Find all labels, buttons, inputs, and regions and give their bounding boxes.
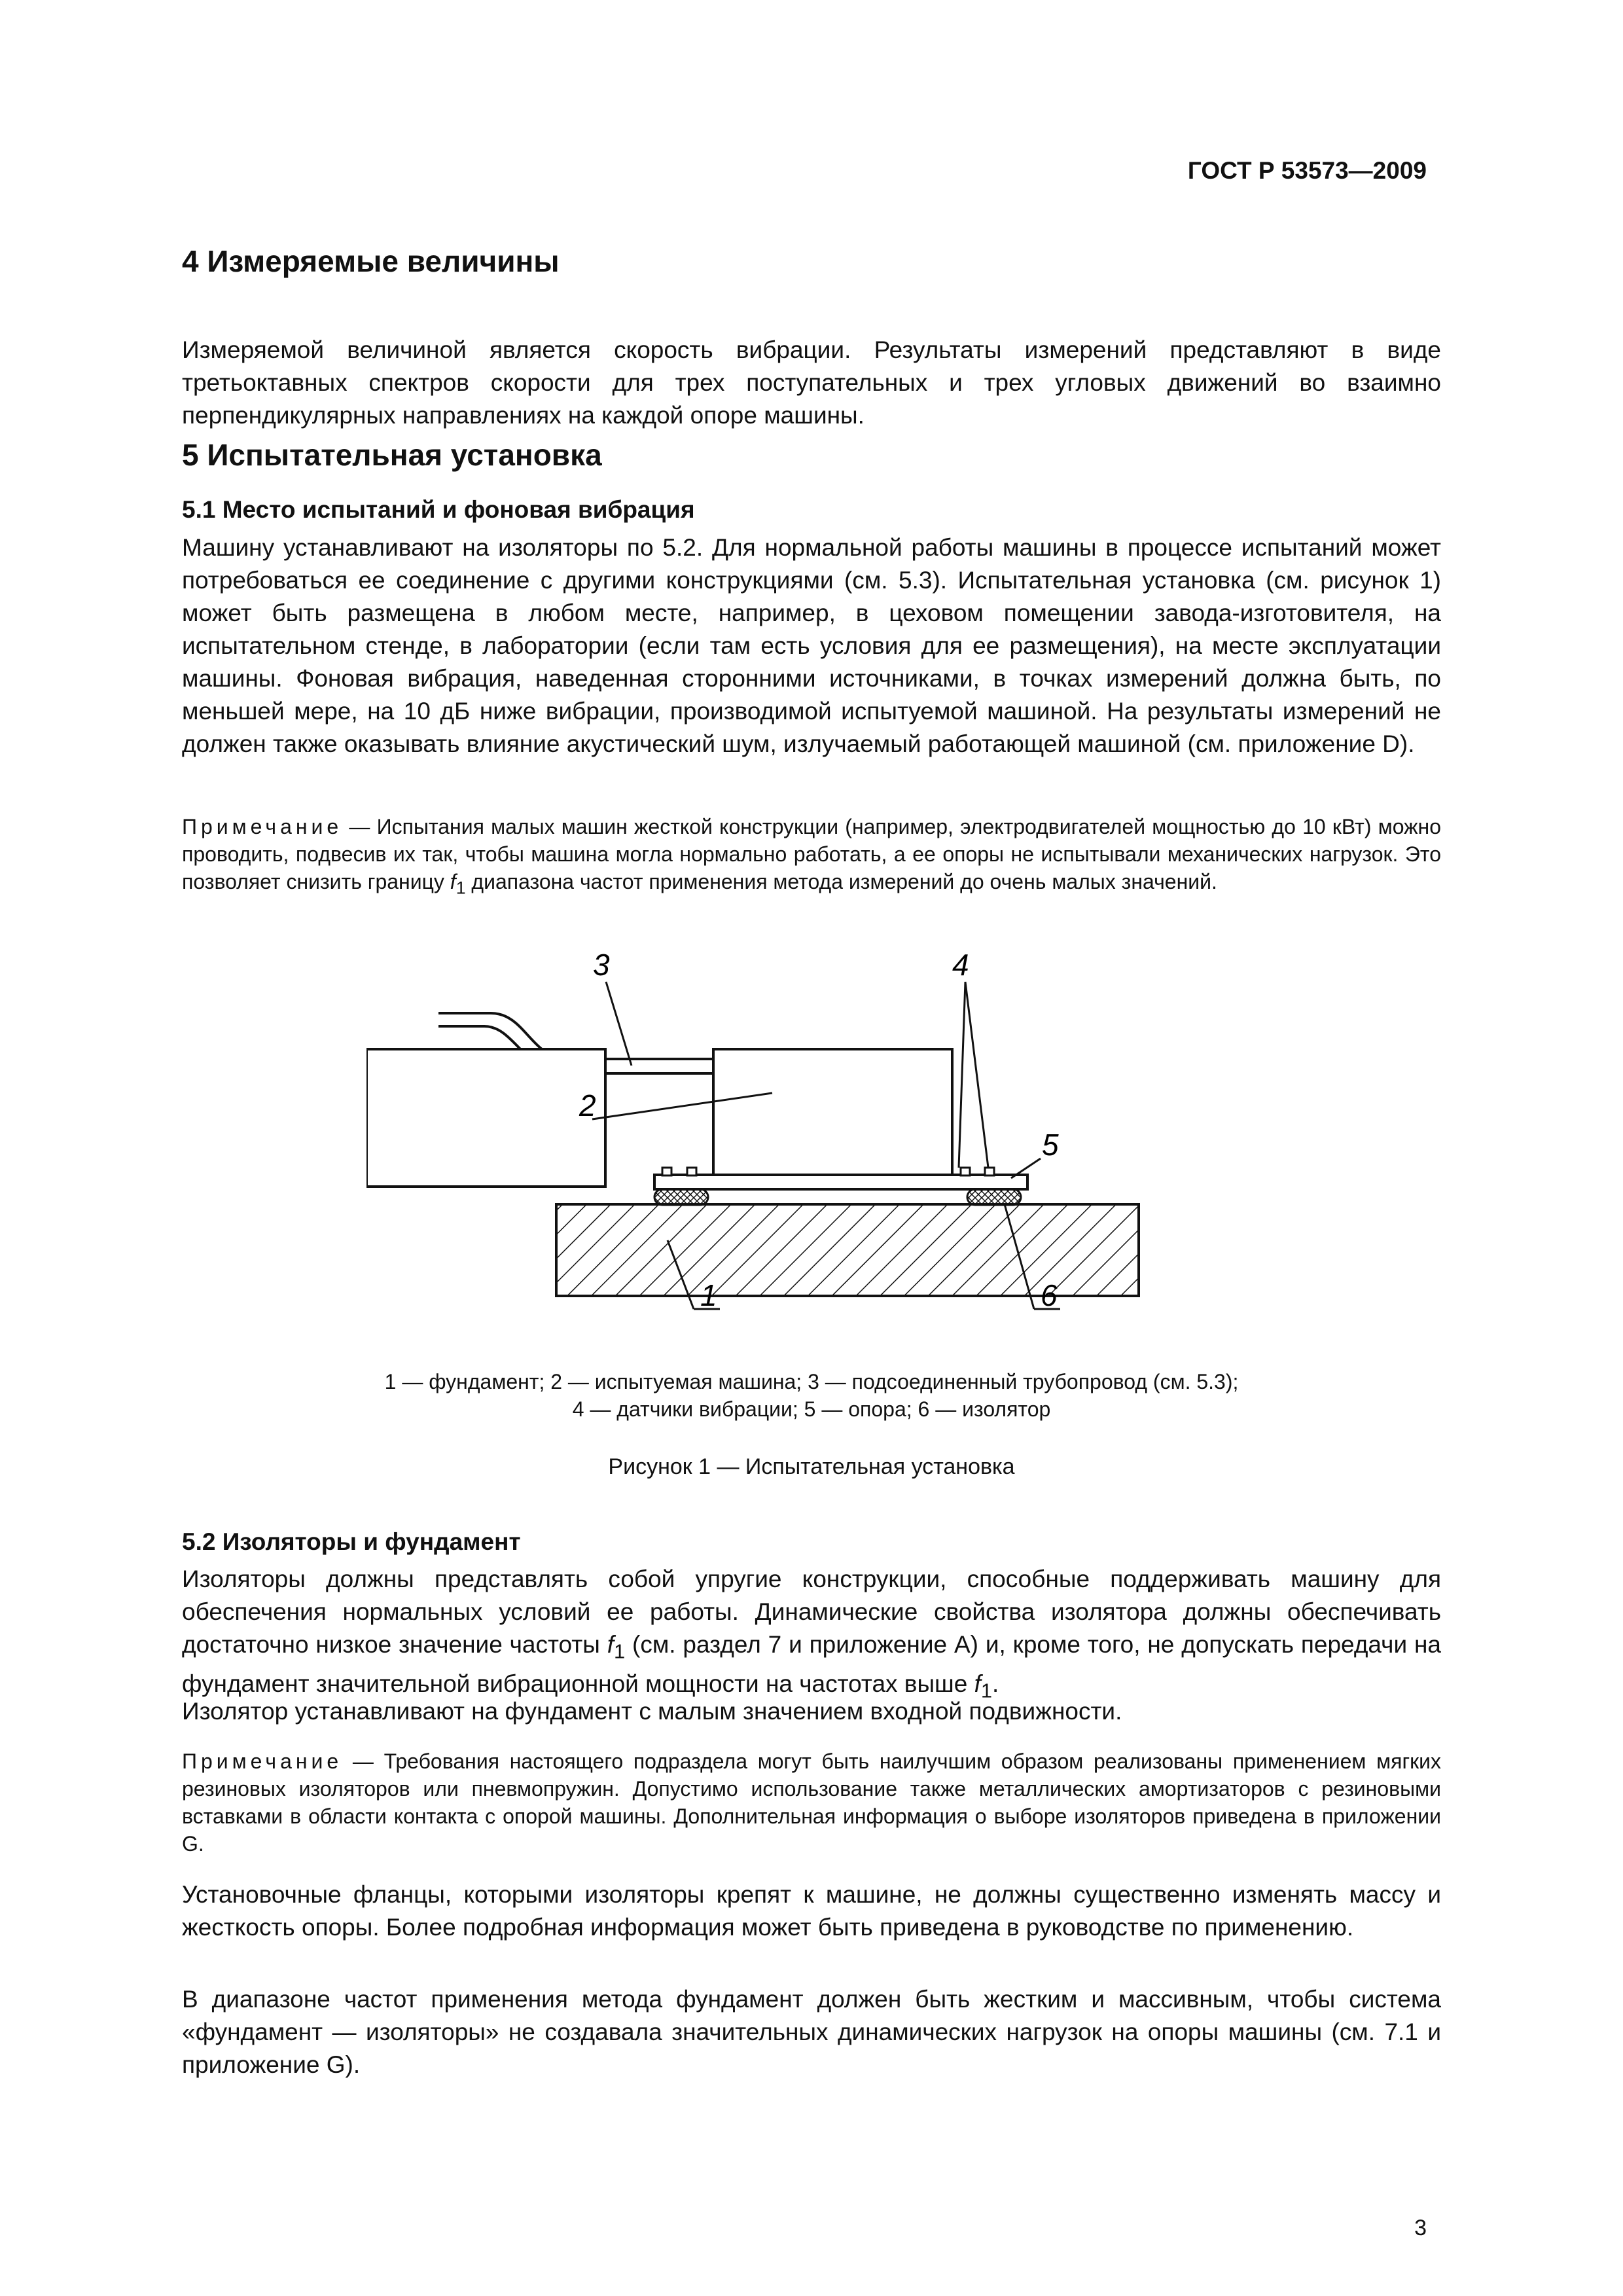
p1-sub-2: 1: [980, 1679, 993, 1702]
p1-part-a: Изоляторы должны представлять собой упругие конструкции, способные поддерживать машину для обеспечения нормальных условий ее работы. Динамические свойства изолятора должны обеспечивать достаточно низкое значение частоты: [182, 1566, 1441, 1658]
page-number: 3: [1414, 2215, 1427, 2240]
isolator-left: [654, 1189, 708, 1205]
note-2-lead: Примечание: [182, 1749, 343, 1773]
subsection-5-2-p1: [182, 1563, 1441, 1708]
figure-caption: Рисунок 1 — Испытательная установка: [608, 1454, 1015, 1479]
note-1-f: f: [450, 870, 456, 893]
note-1-sub: 1: [455, 878, 466, 898]
p1-sub: 1: [613, 1640, 626, 1663]
section-4-title: 4 Измеряемые величины: [182, 244, 560, 278]
p1-part-c: .: [992, 1670, 999, 1698]
section-5-title: 5 Испытательная установка: [182, 438, 602, 472]
label-5: 5: [1042, 1128, 1059, 1162]
label-3: 3: [593, 948, 610, 982]
figure-test-setup: [366, 942, 1171, 1348]
figure-legend-line-2: 4 — датчики вибрации; 5 — опора; 6 — изолятор: [572, 1397, 1051, 1421]
subsection-5-1-body: Машину устанавливают на изоляторы по 5.2. Для нормальной работы машины в процессе испытаний может потребоваться ее соединение с другими конструкциями (см. 5.3). Испытательная установка (см. рисунок 1) может быть размещена в любом месте, например, в цеховом помещении завода-изготовителя, на испытательном стенде, в лаборатории (если там есть условия для ее размещения), на месте эксплуатации машины. Фоновая вибрация, наведенная сторонними источниками, в точках измерений должна быть, по меньшей мере, на 10 дБ ниже вибрации, производимой испытуемой машиной. На результаты измерений не должен также оказывать влияние акустический шум, излучаемый работающей машиной (см. приложение D).: [182, 534, 1441, 757]
figure-legend-line-1: 1 — фундамент; 2 — испытуемая машина; 3 — подсоединенный трубопровод (см. 5.3);: [384, 1370, 1239, 1393]
machine: [366, 1049, 605, 1187]
p1-part-b: (см. раздел 7 и приложение А) и, кроме того, не допускать передачи на фундамент значительной вибрационной мощности на частотах выше: [182, 1631, 1441, 1698]
subsection-5-2-p4: В диапазоне частот применения метода фундамент должен быть жестким и массивным, чтобы система «фундамент — изоляторы» не создавала значительных динамических нагрузок на опоры машины (см. 7.1 и приложение G).: [182, 1986, 1441, 2078]
subsection-5-2-p3: Установочные фланцы, которыми изоляторы крепят к машине, не должны существенно изменять массу и жесткость опоры. Более подробная информация может быть приведена в руководстве по применению.: [182, 1881, 1441, 1941]
subsection-5-2-title: 5.2 Изоляторы и фундамент: [182, 1528, 521, 1555]
note-1-tail: диапазона частот применения метода измерений до очень малых значений.: [465, 870, 1217, 893]
note-2-text: — Требования настоящего подраздела могут быть наилучшим образом реализованы применением мягких резиновых изоляторов или пневмопружин. Допустимо использование также металлических амортизаторов с резиновыми вставками в области контакта с опорой машины. Дополнительная информация о выборе изоляторов приведена в приложении G.: [182, 1749, 1441, 1856]
note-1: [182, 813, 1441, 901]
sensor-left-2: [687, 1168, 696, 1175]
note-1-lead: Примечание: [182, 815, 343, 838]
sensor-right-2: [985, 1168, 994, 1175]
section-4-text: Измеряемой величиной является скорость вибрации. Результаты измерений представляют в виде третьоктавных спектров скорости для трех поступательных и трех угловых движений во взаимно перпендикулярных направлениях на каждой опоре машины.: [182, 336, 1441, 429]
document-code: ГОСТ Р 53573—2009: [1187, 157, 1427, 184]
subsection-5-1-title: 5.1 Место испытаний и фоновая вибрация: [182, 496, 695, 523]
label-6: 6: [1041, 1278, 1058, 1312]
note-2: [182, 1748, 1441, 1857]
sensor-right-1: [961, 1168, 970, 1175]
section-4-body: [182, 301, 1441, 432]
note-1-text: — Испытания малых машин жесткой конструкции (например, электродвигателей мощностью до 10 кВт) можно проводить, подвесив их так, чтобы машина могла нормально работать, а ее опоры не испытывали механических нагрузок. Это позволяет снизить границу: [182, 815, 1441, 893]
label-4: 4: [952, 948, 969, 982]
label-1: 1: [700, 1278, 717, 1312]
p1-f: f: [607, 1631, 614, 1658]
subsection-5-2-p2: Изолятор устанавливают на фундамент с малым значением входной подвижности.: [182, 1698, 1122, 1725]
sensor-left-1: [662, 1168, 671, 1175]
figure-legend: [182, 1368, 1441, 1423]
base-plate: [654, 1175, 1027, 1189]
p1-f-2: f: [974, 1670, 981, 1698]
isolator-right: [967, 1189, 1021, 1205]
label-2: 2: [579, 1088, 596, 1122]
